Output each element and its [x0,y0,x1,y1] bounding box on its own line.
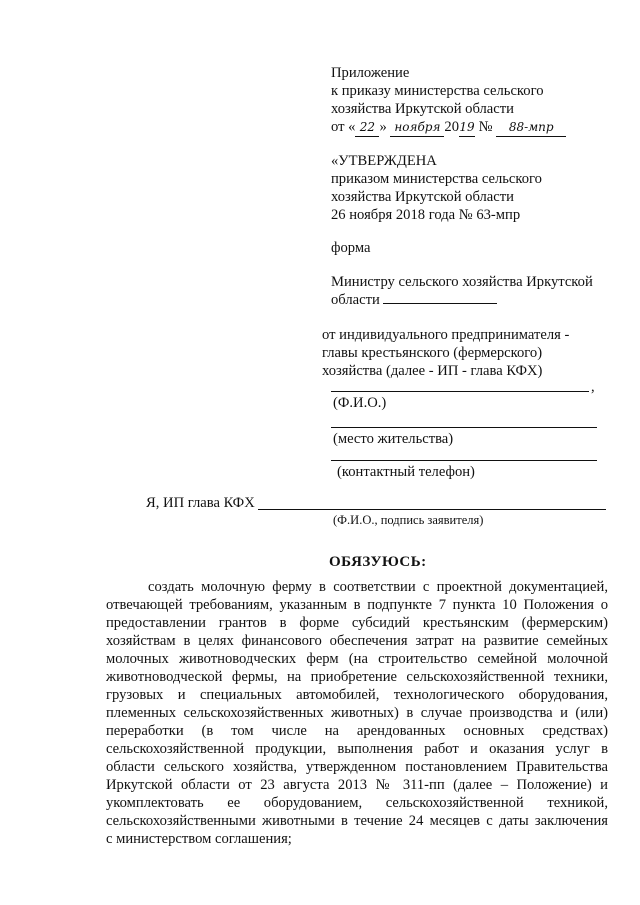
form-label: форма [331,240,371,256]
paragraph-line: отвечающей требованиям, указанным в подпункте 7 пункта 10 Положения о [106,597,608,613]
approved-line-1: «УТВЕРЖДЕНА [331,153,437,169]
paragraph-line: животноводческой фермы, на приобретение сельскохозяйственной техники, [106,669,608,685]
date-prefix: от « [331,119,356,135]
paragraph-line: с министерством соглашения; [106,831,292,847]
paragraph-line: области сельского хозяйства, утвержденном постановлением Правительства [106,759,608,775]
fio-trailing-comma: , [591,379,595,395]
applicant-caption: (Ф.И.О., подпись заявителя) [333,513,484,527]
addressee-region-label: области [331,292,380,308]
paragraph-line: предоставлении грантов в форме субсидий крестьянским (фермерским) [106,615,608,631]
date-year-handwritten: 19 [459,118,475,137]
applicant-blank-line[interactable] [258,509,606,510]
addressee-blank-line[interactable] [383,303,497,304]
phone-blank-line[interactable] [331,460,597,461]
appendix-date-line [331,118,566,137]
paragraph-line: укомплектовать ее оборудованием, сельскохозяйственной техникой, [106,795,608,811]
addressee-line-1: Министру сельского хозяйства Иркутской [331,274,593,290]
paragraph-line: сельскохозяйственной продукции, выполнения работ и оказания услуг в [106,741,608,757]
from-line-3: хозяйства (далее - ИП - глава КФХ) [322,363,543,379]
date-year-prefix: 20 [444,119,459,135]
residence-blank-line[interactable] [331,427,597,428]
approved-line-4: 26 ноября 2018 года № 63-мпр [331,207,521,223]
paragraph-line: Иркутской области от 23 августа 2013 № 311-пп (далее – Положение) и [106,777,608,793]
applicant-label: Я, ИП глава КФХ [146,495,255,511]
paragraph-line: грузовых и специальных автомобилей, технологического оборудования, [106,687,608,703]
fio-blank-line[interactable] [331,391,589,392]
phone-caption: (контактный телефон) [337,464,475,480]
paragraph-line: молочных животноводческих ферм (на строительство семейной молочной [106,651,608,667]
approved-line-2: приказом министерства сельского [331,171,542,187]
paragraph-line: сельскохозяйственными животными в течение 24 месяцев с даты заключения [106,813,608,829]
appendix-title: Приложение [331,65,410,81]
from-line-2: главы крестьянского (фермерского) [322,345,543,361]
date-day-handwritten: 22 [355,118,379,137]
appendix-line-1: к приказу министерства сельского [331,83,544,99]
from-line-1: от индивидуального предпринимателя - [322,327,570,343]
appendix-line-2: хозяйства Иркутской области [331,101,514,117]
fio-caption: (Ф.И.О.) [333,395,387,411]
paragraph-line: переработки (в том числе на арендованных основных средствах) [106,723,608,739]
paragraph-line: создать молочную ферму в соответствии с проектной документацией, [148,579,608,595]
order-number-handwritten: 88-мпр [496,118,566,137]
date-month-handwritten: ноября [390,118,444,137]
obligation-paragraph [106,578,608,848]
date-quote-close: » [379,119,387,135]
approved-line-3: хозяйства Иркутской области [331,189,514,205]
number-prefix: № [478,119,493,135]
obligation-heading: ОБЯЗУЮСЬ: [329,554,427,570]
residence-caption: (место жительства) [333,431,454,447]
addressee-line-2 [331,291,497,309]
paragraph-line: хозяйствам в целях финансового обеспечения затрат на развитие семейных [106,633,608,649]
paragraph-line: племенных сельскохозяйственных животных) в случае производства и (или) [106,705,608,721]
